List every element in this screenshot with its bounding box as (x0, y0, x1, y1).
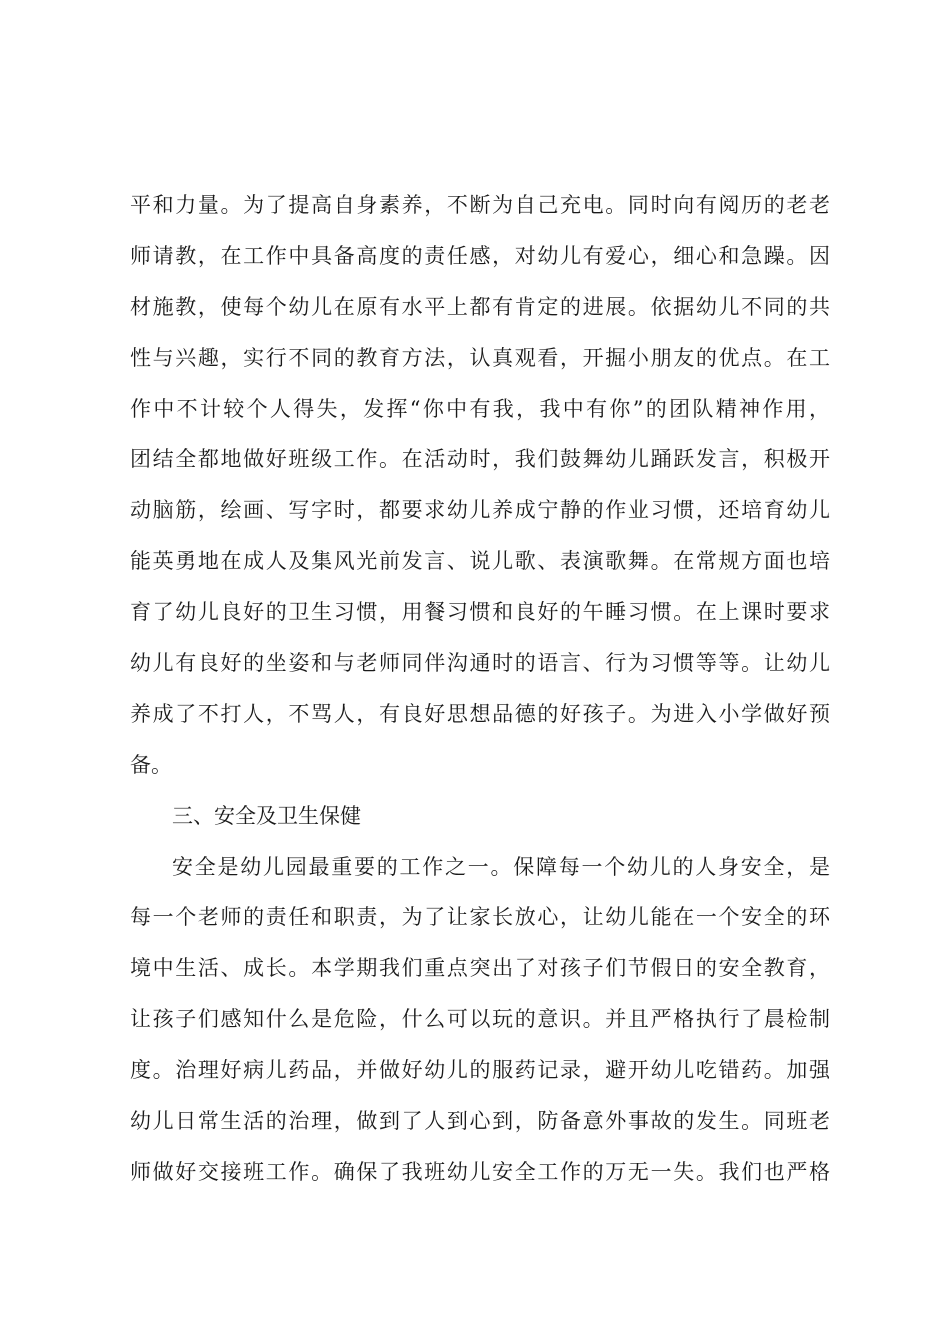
text-line: 幼儿有良好的坐姿和与老师同伴沟通时的语言、行为习惯等等。让幼儿 (130, 651, 830, 676)
text-line: 幼儿日常生活的治理，做到了人到心到，防备意外事故的发生。同班老 (130, 1109, 830, 1134)
text-line: 动脑筋，绘画、写字时，都要求幼儿养成宁静的作业习惯，还培育幼儿 (130, 498, 830, 523)
text-line: 团结全都地做好班级工作。在活动时，我们鼓舞幼儿踊跃发言，积极开 (130, 447, 830, 472)
text-line: 师请教，在工作中具备高度的责任感，对幼儿有爱心，细心和急躁。因 (130, 243, 830, 268)
section-heading: 三、安全及卫生保健 (172, 803, 361, 828)
text-line: 能英勇地在成人及集风光前发言、说儿歌、表演歌舞。在常规方面也培 (130, 549, 830, 574)
text-line: 境中生活、成长。本学期我们重点突出了对孩子们节假日的安全教育， (130, 956, 830, 981)
text-line: 师做好交接班工作。确保了我班幼儿安全工作的万无一失。我们也严格 (130, 1159, 830, 1184)
text-line: 性与兴趣，实行不同的教育方法，认真观看，开掘小朋友的优点。在工 (130, 345, 830, 370)
text-line: 让孩子们感知什么是危险，什么可以玩的意识。并且严格执行了晨检制 (130, 1007, 830, 1032)
body-text (130, 180, 830, 1198)
text-line: 安全是幼儿园最重要的工作之一。保障每一个幼儿的人身安全，是 (172, 854, 830, 879)
text-line: 养成了不打人，不骂人，有良好思想品德的好孩子。为进入小学做好预 (130, 701, 830, 726)
text-line: 备。 (130, 752, 172, 777)
text-line: 作中不计较个人得失，发挥“你中有我，我中有你”的团队精神作用， (130, 396, 830, 421)
text-line: 度。治理好病儿药品，并做好幼儿的服药记录，避开幼儿吃错药。加强 (130, 1058, 830, 1083)
text-line: 材施教，使每个幼儿在原有水平上都有肯定的进展。依据幼儿不同的共 (130, 294, 830, 319)
text-line: 每一个老师的责任和职责，为了让家长放心，让幼儿能在一个安全的环 (130, 905, 830, 930)
text-line: 育了幼儿良好的卫生习惯，用餐习惯和良好的午睡习惯。在上课时要求 (130, 600, 830, 625)
text-line: 平和力量。为了提高自身素养，不断为自己充电。同时向有阅历的老老 (130, 193, 830, 217)
